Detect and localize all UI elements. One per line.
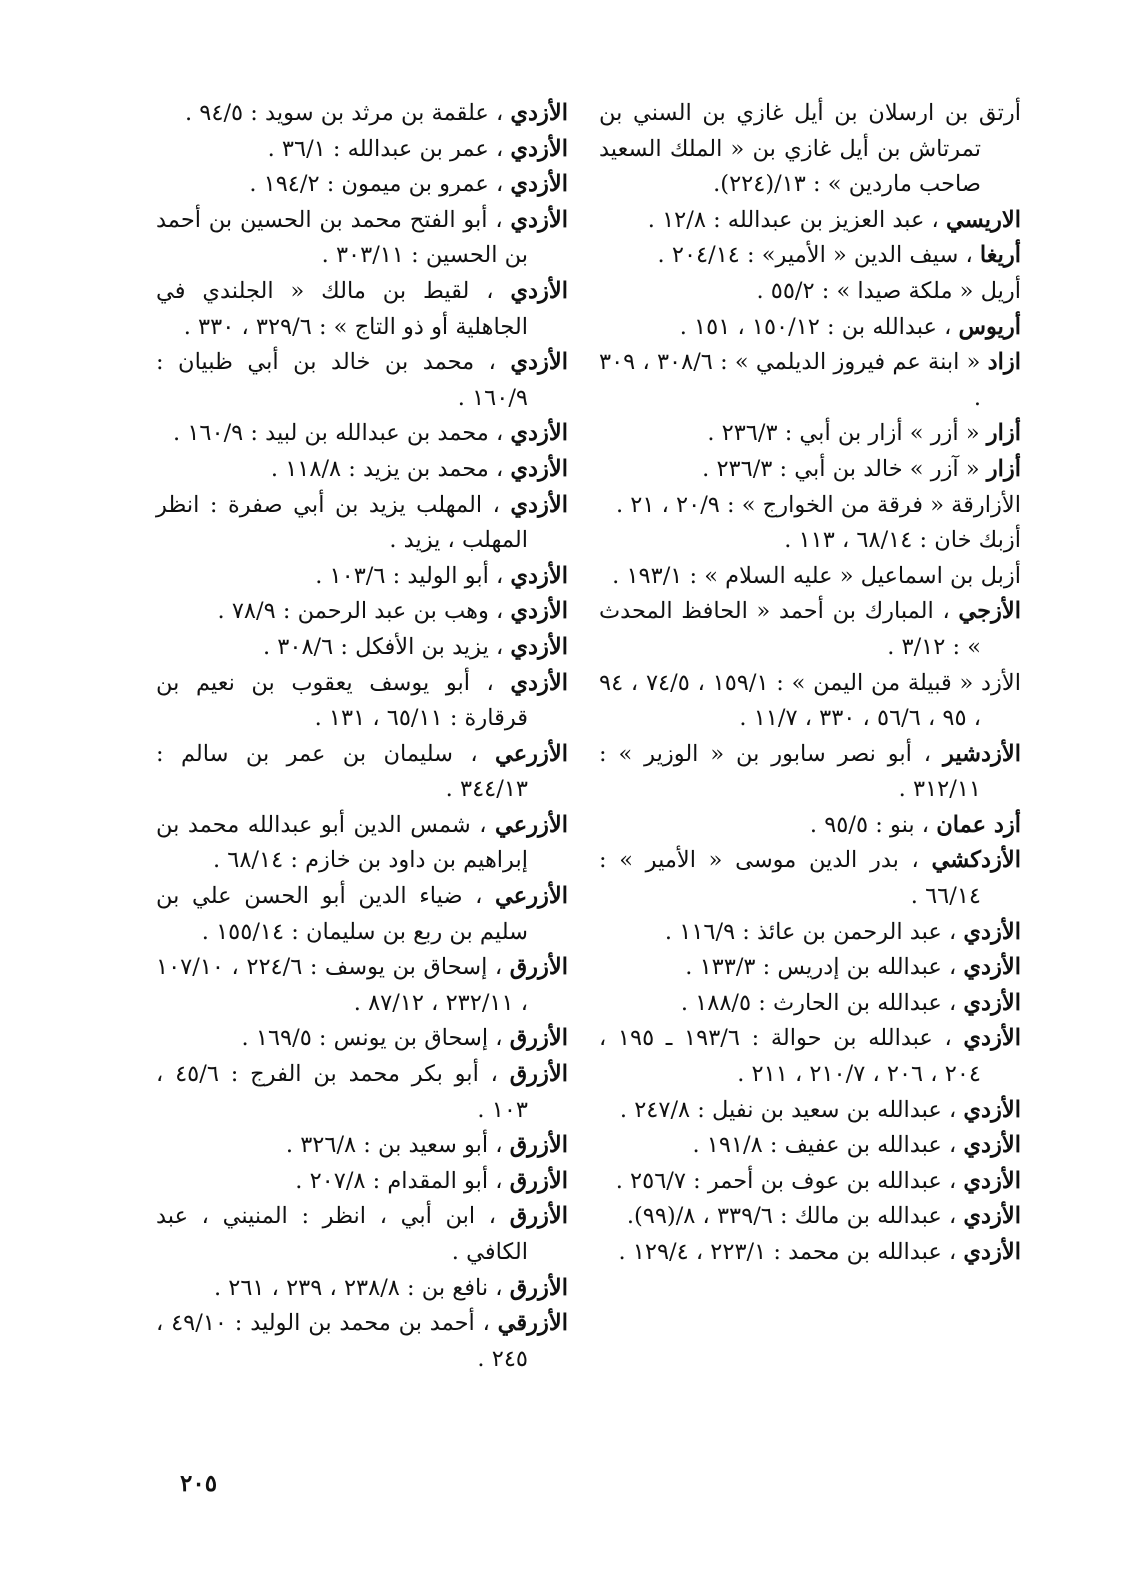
entry-heading: الأزرق (509, 1061, 568, 1088)
entry-text: ، بدر الدين موسى « الأمير » : ٦٦/١٤ . (599, 847, 981, 910)
entry-heading: الأزرعي (495, 811, 569, 838)
index-entry (156, 666, 568, 737)
index-entry (599, 488, 1021, 524)
entry-heading: الأزدي (510, 135, 568, 162)
entry-heading: الأزدي (510, 598, 568, 625)
index-entry (599, 310, 1021, 346)
entry-text: ، المبارك بن أحمد « الحافظ المحدث » : ٣/١٢ . (599, 598, 981, 660)
index-entry (599, 203, 1021, 239)
entry-heading: الأزدي (963, 918, 1021, 945)
index-entry (599, 843, 1021, 914)
entry-text: أريل « ملكة صيدا » : ٥٥/٢ . (756, 277, 1021, 304)
entry-text: ، عمر بن عبدالله : ٣٦/١ . (267, 135, 504, 162)
entry-heading: الأزدي (510, 669, 568, 696)
index-entry (156, 559, 568, 595)
entry-text: ، عبدالله بن : ١٥٠/١٢ ، ١٥١ . (679, 313, 952, 340)
index-entry (599, 523, 1021, 559)
entry-text: ، نافع بن : ٢٣٨/٨ ، ٢٣٩ ، ٢٦١ . (213, 1274, 503, 1301)
entry-text: ، أبو يوسف يعقوب بن نعيم بن قرقارة : ٦٥/١١ ، ١٣١ . (156, 669, 528, 732)
entry-heading: أريوس (958, 313, 1021, 340)
entry-text: ، عبد العزيز بن عبدالله : ١٢/٨ . (647, 206, 939, 233)
index-entry (599, 559, 1021, 595)
index-entry (599, 1093, 1021, 1129)
entry-heading: الأزدي (963, 1096, 1021, 1123)
entry-text: ، شمس الدين أبو عبدالله محمد بن إبراهيم بن داود بن خازم : ٦٨/١٤ . (156, 811, 528, 874)
index-entry (156, 1199, 568, 1270)
entry-heading: الأزدي (510, 420, 568, 447)
entry-text: ، لقيط بن مالك « الجلندي في الجاهلية أو ذو التاج » : ٣٢٩/٦ ، ٣٣٠ . (156, 277, 528, 340)
entry-heading: أريغا (979, 242, 1021, 269)
entry-heading: الأزدكشي (931, 847, 1021, 874)
right-column (599, 96, 1021, 1271)
index-entry (156, 1057, 568, 1128)
entry-text: ، أبو الفتح محمد بن الحسين بن أحمد بن الحسين : ٣٠٣/١١ . (156, 206, 528, 269)
index-entry (156, 1271, 568, 1307)
entry-heading: الأزرقي (497, 1310, 568, 1337)
entry-heading: الأزرق (509, 1132, 568, 1159)
index-entry (156, 203, 568, 274)
entry-text: ، محمد بن يزيد : ١١٨/٨ . (270, 455, 504, 482)
index-entry (599, 986, 1021, 1022)
entry-text: « آزر » خالد بن أبي : ٢٣٦/٣ . (702, 455, 980, 482)
entry-heading: الأزدي (963, 1025, 1021, 1052)
entry-text: ، بنو : ٩٥/٥ . (809, 811, 930, 838)
index-entry (156, 1021, 568, 1057)
index-entry (156, 630, 568, 666)
index-entry (599, 274, 1021, 310)
entry-heading: الأزرق (509, 1025, 568, 1052)
entry-heading: الأزرعي (495, 883, 569, 910)
entry-text: ، أبو المقدام : ٢٠٧/٨ . (295, 1167, 503, 1194)
index-entry (156, 345, 568, 416)
entry-text: ، محمد بن عبدالله بن لبيد : ١٦٠/٩ . (173, 420, 504, 447)
entry-text: ، عبدالله بن إدريس : ١٣٣/٣ . (685, 954, 957, 981)
entry-heading: الأزدي (963, 1132, 1021, 1159)
entry-heading: الاريسي (945, 206, 1021, 233)
entry-heading: الأزرعي (495, 740, 568, 767)
index-entry (156, 879, 568, 950)
entry-text: ، يزيد بن الأفكل : ٣٠٨/٦ . (262, 633, 504, 660)
entry-heading: الأزدي (510, 562, 568, 589)
entry-heading: الأزرق (509, 1167, 568, 1194)
entry-text: ، عبدالله بن مالك : ٣٣٩/٦ ، ٨/(٩٩). (626, 1203, 957, 1230)
entry-text: ، عمرو بن ميمون : ١٩٤/٢ . (249, 171, 504, 198)
entry-heading: أزار (986, 420, 1021, 447)
index-entry (599, 1128, 1021, 1164)
index-entry (156, 132, 568, 168)
entry-heading: الأزرق (509, 1274, 568, 1301)
page-number: ٢٠٥ (180, 1470, 218, 1497)
entry-heading: الأزدي (510, 100, 568, 126)
entry-heading: الأزرق (509, 1203, 569, 1230)
index-entry (599, 737, 1021, 808)
entry-heading: الأزرق (509, 954, 568, 981)
index-entry (599, 96, 1021, 203)
index-entry (599, 1021, 1021, 1092)
entry-heading: الأزدي (510, 633, 568, 660)
index-entry (599, 238, 1021, 274)
entry-text: ، عبدالله بن عفيف : ١٩١/٨ . (692, 1132, 957, 1159)
entry-text: أزبل بن اسماعيل « عليه السلام » : ١٩٣/١ . (612, 562, 1021, 589)
index-entry (599, 345, 1021, 416)
index-entry (156, 1306, 568, 1377)
entry-text: ، عبدالله بن سعيد بن نفيل : ٢٤٧/٨ . (619, 1096, 957, 1123)
entry-text: أرتق بن ارسلان بن أيل غازي بن السني بن تمرتاش بن أيل غازي بن « الملك السعيد صاحب ماردين » : ١٣/(٢٢٤). (599, 100, 1021, 198)
entry-heading: الأزدي (510, 455, 568, 482)
entry-heading: الأزدي (963, 989, 1021, 1016)
entry-text: الأزد « قبيلة من اليمن » : ١٥٩/١ ، ٧٤/٥ ، ٩٤ ، ٩٥ ، ٥٦/٦ ، ٣٣٠ ، ١١/٧ . (599, 669, 1021, 732)
index-entry (156, 808, 568, 879)
entry-text: « أزر » أزار بن أبي : ٢٣٦/٣ . (707, 420, 980, 447)
entry-text: ، محمد بن خالد بن أبي ظبيان : ١٦٠/٩ . (156, 349, 528, 411)
entry-text: الأزارقة « فرقة من الخوارج » : ٢٠/٩ ، ٢١ . (615, 491, 1021, 518)
index-entry (156, 488, 568, 559)
entry-text: ، عبدالله بن محمد : ٢٢٣/١ ، ١٢٩/٤ . (618, 1239, 957, 1265)
index-entry (156, 1128, 568, 1164)
entry-heading: الأزدشير (942, 740, 1021, 767)
entry-text: ، ابن أبي ، انظر : المنيني ، عبد الكافي . (156, 1203, 528, 1265)
entry-heading: الأزدي (963, 1239, 1021, 1265)
entry-text: ، أحمد بن محمد بن الوليد : ٤٩/١٠ ، ٢٤٥ . (156, 1310, 528, 1372)
entry-text: ، أبو الوليد : ١٠٣/٦ . (315, 562, 504, 589)
entry-heading: الأزدي (963, 1203, 1021, 1230)
entry-text: ، أبو بكر محمد بن الفرج : ٤٥/٦ ، ١٠٣ . (156, 1061, 528, 1123)
entry-heading: أزار (986, 455, 1021, 482)
entry-heading: الأزدي (510, 171, 568, 198)
entry-text: ، أبو نصر سابور بن « الوزير » : ٣١٢/١١ . (599, 740, 981, 803)
index-entry (599, 1199, 1021, 1235)
entry-heading: الأزدي (510, 277, 568, 304)
entry-text: ، عبدالله بن حوالة : ١٩٣/٦ ـ ١٩٥ ، ٢٠٤ ، ٢٠٦ ، ٢١٠/٧ ، ٢١١ . (599, 1025, 981, 1088)
entry-heading: الأزدي (963, 954, 1021, 981)
index-entry (599, 1235, 1021, 1271)
index-entry (156, 96, 568, 132)
index-entry (599, 808, 1021, 844)
index-entry (156, 594, 568, 630)
entry-heading: الأزدي (963, 1167, 1021, 1194)
entry-text: ، علقمة بن مرثد بن سويد : ٩٤/٥ . (184, 100, 504, 126)
entry-text: ، وهب بن عبد الرحمن : ٧٨/٩ . (217, 598, 504, 625)
index-entry (156, 950, 568, 1021)
index-entry (599, 915, 1021, 951)
entry-text: ، سليمان بن عمر بن سالم : ٣٤٤/١٣ . (156, 740, 528, 803)
entry-text: ، عبدالله بن الحارث : ١٨٨/٥ . (680, 989, 957, 1016)
entry-heading: الأزدي (510, 349, 568, 376)
entry-text: ، إسحاق بن يونس : ١٦٩/٥ . (241, 1025, 503, 1052)
entry-text: ، إسحاق بن يوسف : ٢٢٤/٦ ، ١٠٧/١٠ ، ٢٣٢/١١ ، ٨٧/١٢ . (156, 954, 528, 1016)
index-entry (599, 666, 1021, 737)
index-entry (156, 167, 568, 203)
entry-text: « ابنة عم فيروز الديلمي » : ٣٠٨/٦ ، ٣٠٩ . (599, 349, 981, 411)
entry-heading: ازاد (987, 349, 1021, 376)
entry-heading: أزد عمان (936, 811, 1021, 838)
entry-text: ، المهلب يزيد بن أبي صفرة : انظر المهلب ، يزيد . (156, 491, 528, 554)
entry-heading: الأزدي (510, 491, 569, 518)
entry-heading: الأزدي (510, 206, 568, 233)
index-entry (599, 950, 1021, 986)
entry-text: ، سيف الدين « الأمير» : ٢٠٤/١٤ . (657, 242, 973, 269)
left-column (156, 96, 568, 1377)
index-entry (156, 737, 568, 808)
entry-text: ، ضياء الدين أبو الحسن علي بن سليم بن ربع بن سليمان : ١٥٥/١٤ . (156, 883, 528, 945)
entry-text: ، عبد الرحمن بن عائذ : ١١٦/٩ . (664, 918, 957, 945)
index-entry (156, 274, 568, 345)
index-entry (599, 594, 1021, 665)
index-entry (156, 1164, 568, 1200)
index-entry (599, 452, 1021, 488)
index-entry (156, 416, 568, 452)
entry-text: ، عبدالله بن عوف بن أحمر : ٢٥٦/٧ . (615, 1167, 957, 1194)
index-entry (156, 452, 568, 488)
index-entry (599, 416, 1021, 452)
entry-heading: الأزجي (958, 598, 1021, 625)
entry-text: أزبك خان : ٦٨/١٤ ، ١١٣ . (784, 527, 1021, 554)
entry-text: ، أبو سعيد بن : ٣٢٦/٨ . (285, 1132, 503, 1159)
index-entry (599, 1164, 1021, 1200)
